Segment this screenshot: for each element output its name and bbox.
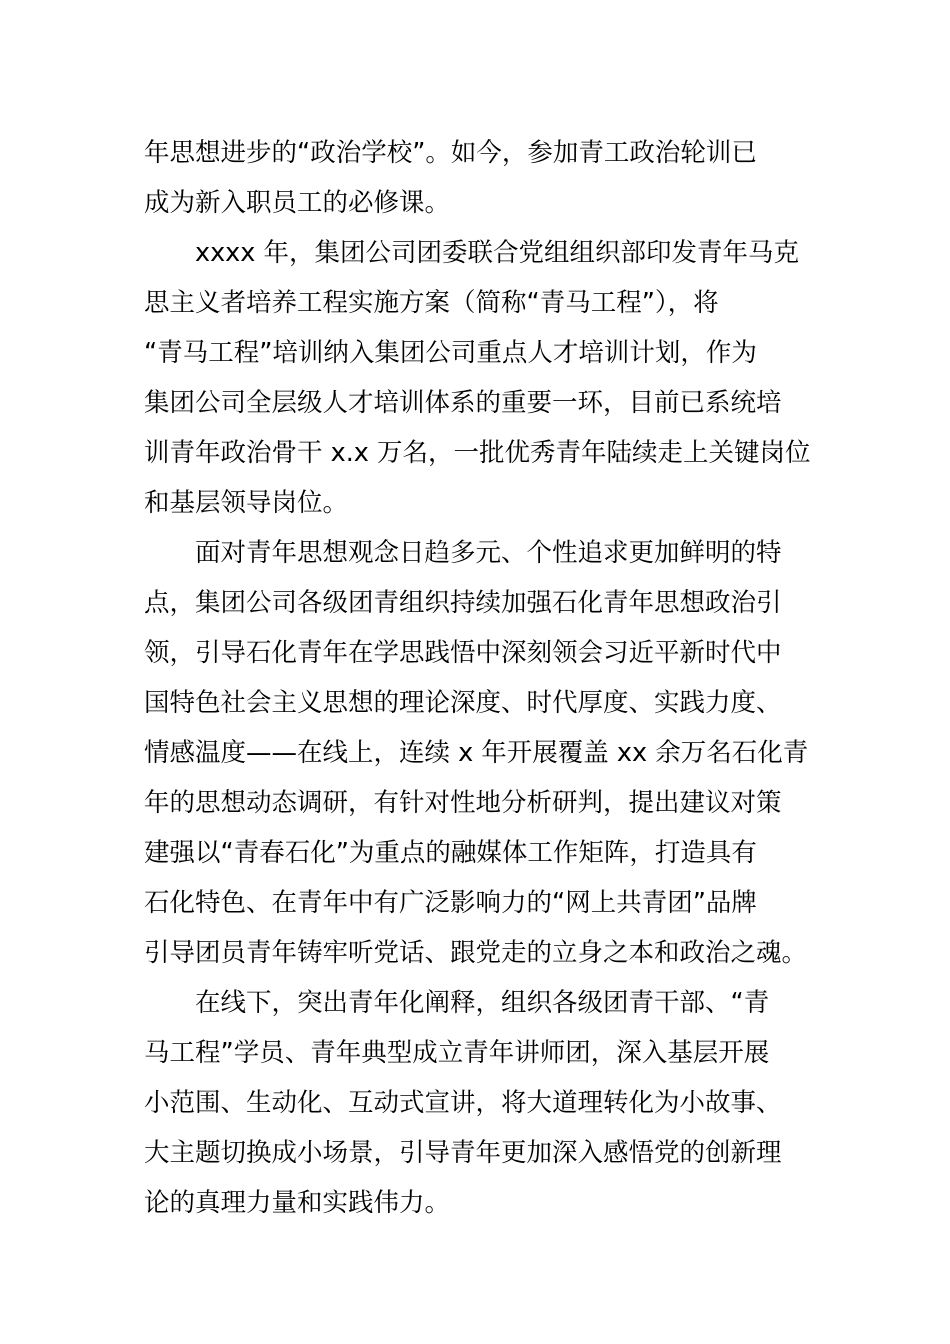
text-line: 引导团员青年铸牢听党话、跟党走的立身之本和政治之魂。 xyxy=(144,938,808,968)
text-line: 领，引导石化青年在学思践悟中深刻领会习近平新时代中 xyxy=(144,638,782,668)
text-line: “青马工程”培训纳入集团公司重点人才培训计划，作为 xyxy=(144,338,757,368)
text-line: 训青年政治骨干 x.x 万名，一批优秀青年陆续走上关键岗位 xyxy=(144,438,811,468)
text-line: 面对青年思想观念日趋多元、个性追求更加鲜明的特 xyxy=(195,538,782,568)
text-line: 思主义者培养工程实施方案（简称“青马工程”），将 xyxy=(144,288,719,318)
text-line: 和基层领导岗位。 xyxy=(144,488,349,518)
text-line: 大主题切换成小场景，引导青年更加深入感悟党的创新理 xyxy=(144,1138,782,1168)
text-line: 小范围、生动化、互动式宣讲，将大道理转化为小故事、 xyxy=(144,1088,782,1118)
text-line: xxxx 年，集团公司团委联合党组组织部印发青年马克 xyxy=(195,238,799,268)
text-line: 论的真理力量和实践伟力。 xyxy=(144,1188,451,1218)
text-line: 年思想进步的“政治学校”。如今，参加青工政治轮训已 xyxy=(144,138,757,168)
text-line: 情感温度——在线上，连续 x 年开展覆盖 xx 余万名石化青 xyxy=(144,738,809,768)
body-text xyxy=(144,128,814,1228)
text-line: 石化特色、在青年中有广泛影响力的“网上共青团”品牌 xyxy=(144,888,757,918)
text-line: 马工程”学员、青年典型成立青年讲师团，深入基层开展 xyxy=(144,1038,770,1068)
text-line: 在线下，突出青年化阐释，组织各级团青干部、“青 xyxy=(195,988,770,1018)
text-line: 集团公司全层级人才培训体系的重要一环，目前已系统培 xyxy=(144,388,782,418)
text-line: 成为新入职员工的必修课。 xyxy=(144,188,451,218)
text-line: 国特色社会主义思想的理论深度、时代厚度、实践力度、 xyxy=(144,688,782,718)
text-line: 点，集团公司各级团青组织持续加强石化青年思想政治引 xyxy=(144,588,782,618)
text-line: 建强以“青春石化”为重点的融媒体工作矩阵，打造具有 xyxy=(144,838,757,868)
text-line: 年的思想动态调研，有针对性地分析研判，提出建议对策 xyxy=(144,788,782,818)
